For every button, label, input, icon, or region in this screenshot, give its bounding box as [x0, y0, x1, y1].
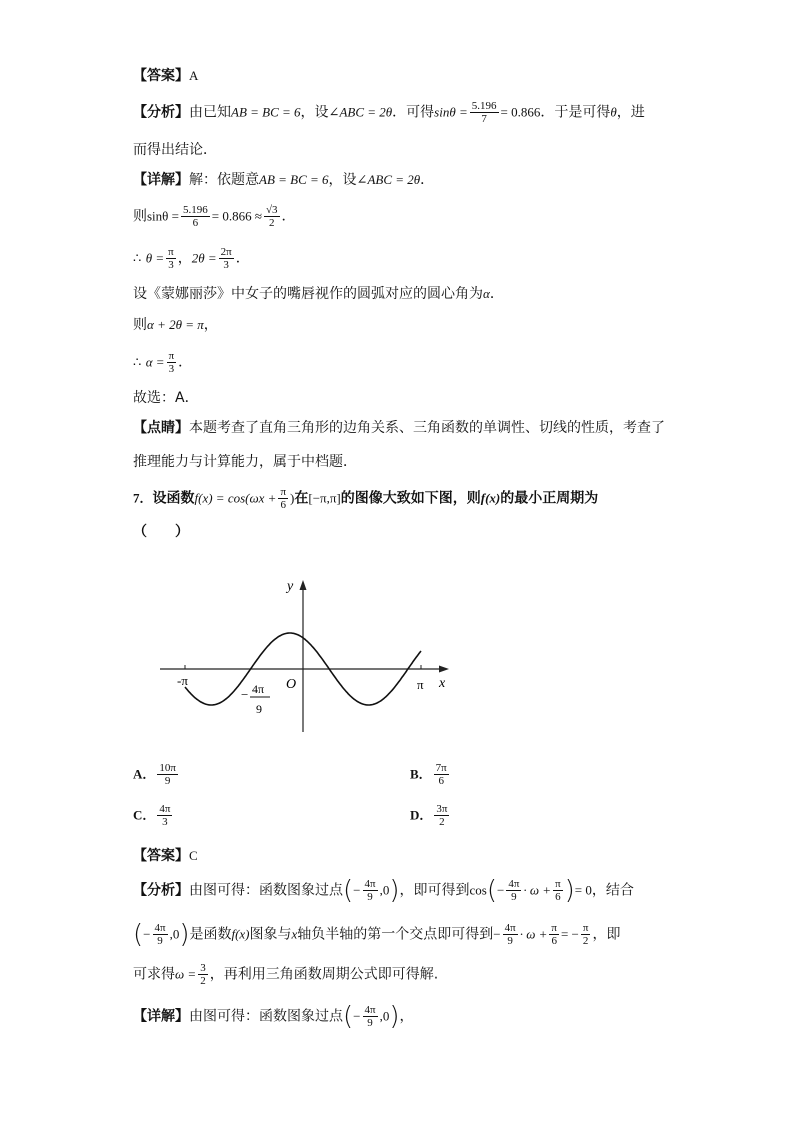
comment-line-1: 【点睛】本题考查了直角三角形的边角关系、三角函数的单调性、切线的性质，考查了 — [133, 420, 665, 436]
tick-label-den: 9 — [256, 702, 262, 716]
fraction: $\frac{5.196}{7}$ — [471, 100, 497, 125]
detail-line-4: 设《蒙娜丽莎》中女子的嘴唇视作的圆弧对应的圆心角为α． — [133, 286, 504, 302]
answer-7-value: C — [189, 848, 198, 863]
question-7-stem: 7．设函数f(x) = cos(ωx + $\frac{\pi}{6}$ )在[−π,π]的图像大致如下图，则f(x)的最小正周期为 — [133, 486, 599, 511]
y-axis-label: y — [287, 579, 294, 594]
comment-line-2: 推理能力与计算能力，属于中档题． — [133, 454, 357, 470]
analysis-line-1: 【分析】由已知AB = BC = 6，设∠ABC = 2θ．可得sinθ = $\frac{5.196}{7}$ = 0.866．于是可得θ，进 — [133, 100, 645, 125]
analysis-7-tag: 【分析】 — [133, 882, 189, 899]
origin-label: O — [286, 677, 297, 692]
detail-line-6: ∴ α = $\frac{\pi}{3}$ ． — [133, 350, 193, 375]
x-axis-arrow — [439, 666, 449, 673]
analysis-line-2: 而得出结论． — [133, 142, 217, 158]
tick-label-minus: − — [241, 687, 249, 702]
question-number: 7． — [133, 490, 153, 506]
choice-b[interactable]: B． $\frac{7\pi}{6}$ — [410, 762, 447, 787]
detail-line-3: ∴ θ = $\frac{\pi}{3}$ ，2θ = $\frac{2\pi}{3}$ ． — [133, 246, 250, 271]
answer-line — [133, 66, 198, 86]
question-7-paren: （ ） — [133, 524, 189, 540]
y-axis-arrow — [300, 580, 307, 590]
analysis-7-line-1: 【分析】由图可得：函数图象过点(− $\frac{4\pi}{9}$ ,0)，即可得到cos(− $\frac{4\pi}{9}$ · ω + $\frac{\pi}{6}$ )= 0，结合 — [133, 875, 634, 906]
detail-7-tag: 【详解】 — [133, 1008, 189, 1025]
answer-7-line — [133, 846, 198, 866]
analysis-7-line-2: (− $\frac{4\pi}{9}$ ,0)是函数f(x)图象与x轴负半轴的第一个交点即可得到− $\frac{4\pi}{9}$ · ω + $\frac{\pi}{6}$ = − $\frac{\pi}{2}$ ，即 — [133, 919, 621, 950]
neg-pi-label: -π — [177, 673, 188, 688]
tick-label-num: 4π — [252, 682, 265, 696]
answer-7-tag: 【答案】 — [133, 848, 189, 864]
choice-c[interactable]: C． $\frac{4\pi}{3}$ — [133, 803, 171, 828]
answer-tag: 【答案】 — [133, 68, 189, 84]
choice-a[interactable]: A． $\frac{10\pi}{9}$ — [133, 762, 176, 787]
function-graph — [155, 572, 455, 742]
analysis-tag: 【分析】 — [133, 104, 189, 121]
detail-line-2: 则sinθ = $\frac{5.196}{6}$ = 0.866 ≈ $\frac{√3}{2}$ ． — [133, 204, 296, 229]
choice-d[interactable]: D． $\frac{3\pi}{2}$ — [410, 803, 448, 828]
detail-tag: 【详解】 — [133, 172, 189, 188]
detail-line-7: 故选：A． — [133, 390, 199, 406]
detail-line-5: 则α + 2θ = π， — [133, 317, 218, 333]
detail-line-1: 【详解】解：依题意AB = BC = 6，设∠ABC = 2θ． — [133, 172, 435, 188]
detail-7-line-1: 【详解】由图可得：函数图象过点(− $\frac{4\pi}{9}$ ,0)， — [133, 1001, 414, 1032]
analysis-7-line-3: 可求得ω = $\frac{3}{2}$ ，再利用三角函数周期公式即可得解. — [133, 962, 439, 987]
answer-value: A — [189, 68, 199, 83]
pi-label: π — [417, 677, 424, 692]
x-axis-label: x — [439, 676, 446, 691]
comment-tag: 【点睛】 — [133, 420, 189, 436]
